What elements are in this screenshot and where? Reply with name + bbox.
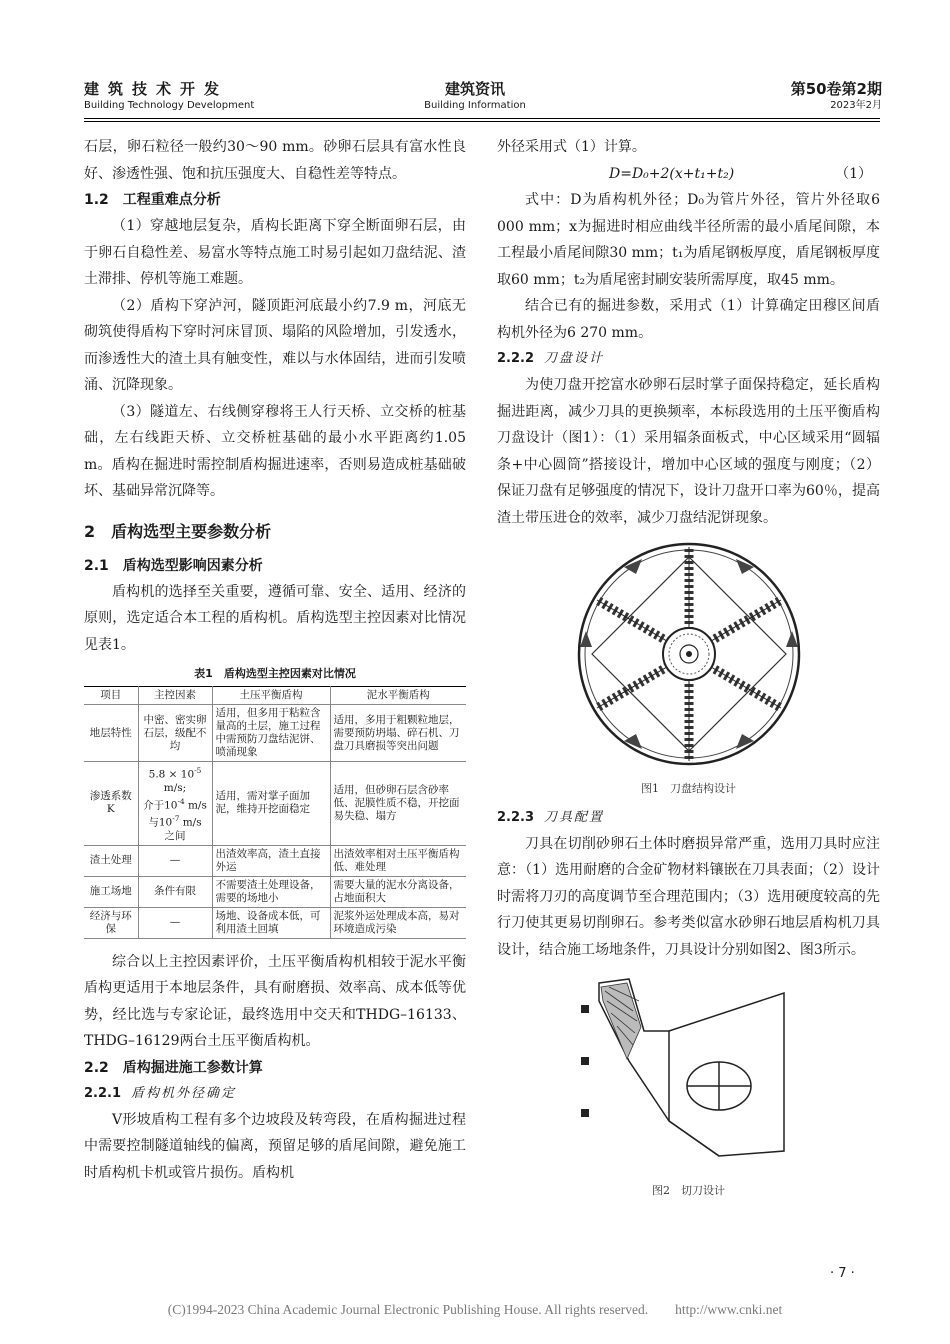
header-rule-bottom — [84, 121, 880, 122]
table-cell: 渣土处理 — [84, 845, 138, 876]
permeability-line: 与$10^{-7}$ m/s — [148, 814, 202, 829]
table-cell: 不需要渣土处理设备，需要的场地小 — [212, 876, 330, 907]
table-cell: 渗透系数K — [84, 762, 138, 846]
table-cell: — — [138, 845, 212, 876]
table-cell: 场地、设备成本低，可利用渣土回填 — [212, 907, 330, 938]
journal-title-en: Building Technology Development — [84, 100, 255, 111]
paragraph-cutterhead: 为使刀盘开挖富水砂卵石层时掌子面保持稳定，延长盾构掘进距离，减少刀具的更换频率，本标段选用的土压平衡盾构刀盘设计（图1）：（1）采用辐条面板式，中心区域采用“圆辐条+中心圆筒”搭接设计，增加中心区域的强度与刚度；（2）保证刀盘有足够强度的情况下，设计刀盘开口率为60％，提高渣土带压进仓的效率，减少刀盘结泥饼现象。 — [497, 377, 880, 526]
table-cell: 适用，但多用于粘粒含量高的土层，施工过程中需预防刀盘结泥饼、喷涌现象 — [212, 705, 330, 762]
equation-formula: D=D₀+2(x+t₁+t₂) — [609, 165, 735, 182]
table-cell: 条件有限 — [138, 876, 212, 907]
equation-1 — [497, 161, 880, 188]
table-cell: 经济与环保 — [84, 907, 138, 938]
table-row — [84, 762, 466, 846]
table-cell: 出渣效率高，渣土直接外运 — [212, 845, 330, 876]
heading-2-2-2: 2.2.2 刀盘设计 — [497, 351, 605, 366]
heading-2-2-3: 2.2.3 刀具配置 — [497, 809, 605, 825]
left-column — [84, 134, 466, 1186]
table-cell: — — [138, 907, 212, 938]
paragraph-calculation: 结合已有的掘进参数，采用式（1）计算确定田穆区间盾构机外径为6 270 mm。 — [497, 298, 880, 341]
table-cell-permeability — [138, 762, 212, 846]
paragraph-difficulty-2: （2）盾构下穿泸河，隧顶距河底最小约7.9 m，河底无砌筑使得盾构下穿时河床冒顶、塌陷的风险增加，引发透水，而渗透性大的渣土具有触变性，难以与水体固结，进而引发喷涌、沉降现象。 — [84, 297, 466, 393]
table-header-cell: 主控因素 — [138, 687, 212, 705]
heading-2-2: 2.2 盾构掘进施工参数计算 — [84, 1059, 263, 1076]
paragraph-selection: 盾构机的选择至关重要，遵循可靠、安全、适用、经济的原则，选定适合本工程的盾构机。盾构选型主控因素对比情况见表1。 — [84, 583, 466, 653]
table-header-cell: 泥水平衡盾构 — [330, 687, 466, 705]
table-cell: 泥浆外运处理成本高，易对环境造成污染 — [330, 907, 466, 938]
section-title-en: Building Information — [424, 100, 526, 111]
paragraph-tools: 刀具在切削砂卵石土体时磨损异常严重，选用刀具时应注意：（1）选用耐磨的合金矿物材料镶嵌在刀具表面；（2）设计时需将刀刃的高度调节至合理范围内；（3）选用硬度较高的先行刀使其更易切削卵石。参考类似富水砂卵石地层盾构机刀具设计，结合施工场地条件，刀具设计分别如图2、图3所示。 — [497, 835, 880, 958]
table-cell: 地层特性 — [84, 705, 138, 762]
cutterhead-drawing — [564, 539, 814, 769]
paragraph-diameter: V形坡盾构工程有多个边坡段及转弯段，在盾构掘进过程中需要控制隧道轴线的偏离，预留足够的盾尾间隙，避免施工时盾构机卡机或管片损伤。盾构机 — [84, 1111, 466, 1181]
paragraph-difficulty-1: （1）穿越地层复杂，盾构长距离下穿全断面卵石层，由于卵石自稳性差、易富水等特点施工时易引起如刀盘结泥、渣土滞排、停机等施工难题。 — [84, 218, 466, 287]
table-cell: 中密、密实卵石层，级配不均 — [138, 705, 212, 762]
paragraph-definitions: 式中：D为盾构机外径；D₀为管片外径，管片外径取6 000 mm；x为掘进时相应曲线半径所需的最小盾尾间隙，本工程最小盾尾间隙30 mm；t₁为盾尾钢板厚度，盾尾钢板厚度取60 mm；t₂为盾尾密封刷安装所需厚度，取45 mm。 — [497, 192, 880, 288]
table-header-cell: 土压平衡盾构 — [212, 687, 330, 705]
cutter-drawing — [569, 971, 809, 1171]
right-column — [497, 134, 880, 1201]
equation-number: （1） — [835, 165, 872, 182]
copyright-footer: (C)1994-2023 China Academic Journal Electronic Publishing House. All rights reserved. http://www.cnki.net — [167, 1302, 783, 1317]
figure-2 — [497, 971, 880, 1181]
table-row — [84, 876, 466, 907]
issue-date: 2023年2月 — [830, 100, 882, 111]
figure-1-caption: 图1 刀盘结构设计 — [641, 781, 736, 795]
journal-title-cn: 建筑技术开发 — [84, 80, 229, 98]
table-cell: 适用，但砂卵石层含砂率低、泥膜性质不稳，开挖面易失稳、塌方 — [330, 762, 466, 846]
heading-2: 2 盾构选型主要参数分析 — [84, 521, 272, 541]
paragraph-difficulty-3: （3）隧道左、右线侧穿穆将王人行天桥、立交桥的桩基础，左右线距天桥、立交桥桩基础的最小水平距离约1.05 m。盾构在掘进时需控制盾构掘进速率，否则易造成桩基础破坏、基础异常沉降等。 — [84, 403, 466, 499]
table-cell: 适用，需对掌子面加泥，维持开挖面稳定 — [212, 762, 330, 846]
table-row — [84, 845, 466, 876]
table-cell: 出渣效率相对土压平衡盾构低、难处理 — [330, 845, 466, 876]
permeability-line: 之间 — [164, 829, 186, 842]
table-header-cell: 项目 — [84, 687, 138, 705]
table-row — [84, 705, 466, 762]
figure-1 — [497, 539, 880, 779]
table-row — [84, 907, 466, 938]
heading-2-1: 2.1 盾构选型影响因素分析 — [84, 557, 263, 574]
table-1 — [84, 686, 466, 939]
paragraph-continuation: 外径采用式（1）计算。 — [497, 139, 646, 155]
paragraph-conclusion: 综合以上主控因素评价，土压平衡盾构机相较于泥水平衡盾构更适用于本地层条件，具有耐磨损、效率高、成本低等优势，经比选与专家论证，最终选用中交天和THDG–16133、THDG–16129两台土压平衡盾构机。 — [84, 953, 466, 1049]
table-cell: 需要大量的泥水分离设备，占地面积大 — [330, 876, 466, 907]
permeability-line: $5.8 \times 10^{-5}$ m/s; — [148, 766, 202, 794]
table-1-caption: 表1 盾构选型主控因素对比情况 — [194, 667, 356, 680]
page-number: · 7 · — [830, 1266, 855, 1281]
permeability-line: 介于$10^{-4}$ m/s — [143, 796, 207, 811]
table-cell: 施工场地 — [84, 876, 138, 907]
heading-1-2: 1.2 工程重难点分析 — [84, 192, 221, 208]
table-cell: 适用，多用于粗颗粒地层，需要预防坍塌、碎石机、刀盘刀具磨损等突出问题 — [330, 705, 466, 762]
heading-2-2-1: 2.2.1 盾构机外径确定 — [84, 1085, 237, 1101]
figure-2-caption: 图2 切刀设计 — [652, 1183, 725, 1197]
volume-issue: 第50卷第2期 — [790, 80, 882, 98]
paragraph-intro: 石层，卵石粒径一般约30～90 mm。砂卵石层具有富水性良好、渗透性强、饱和抗压强度大、自稳性差等特点。 — [84, 139, 466, 182]
table-header-row — [84, 687, 466, 705]
issue-info — [791, 80, 882, 114]
section-title-cn: 建筑资讯 — [444, 80, 505, 98]
header-rule-top — [84, 118, 880, 119]
